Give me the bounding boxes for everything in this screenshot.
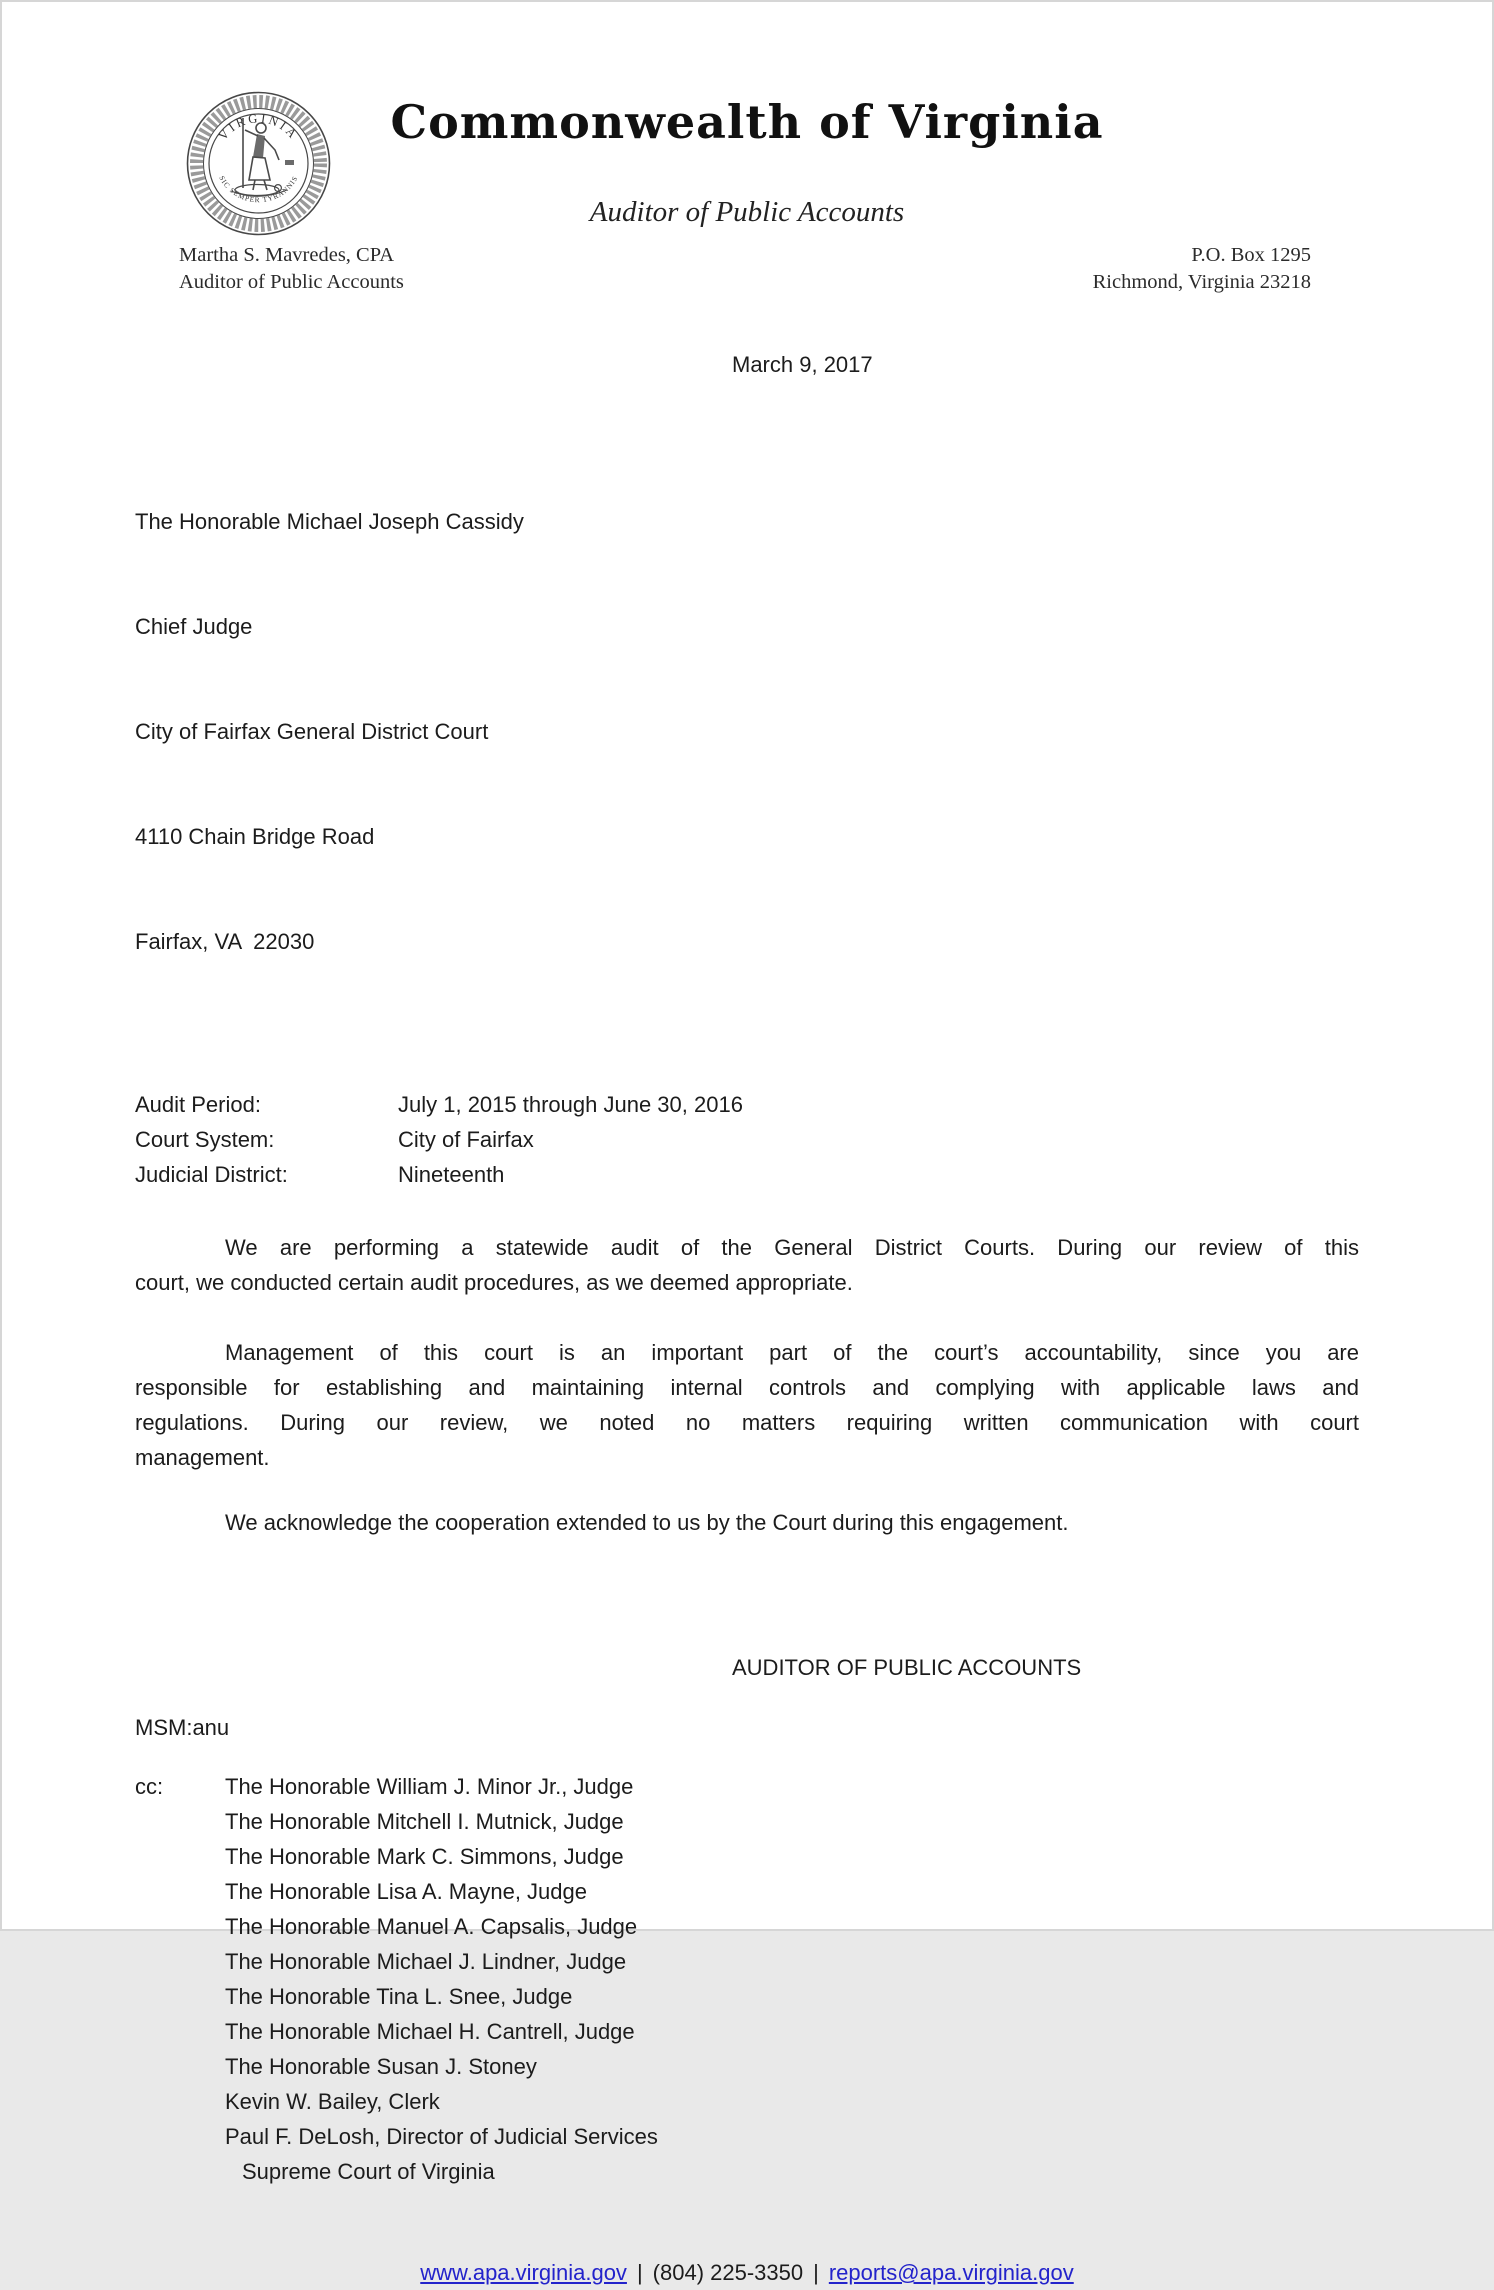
- cc-item: The Honorable Tina L. Snee, Judge: [225, 1984, 573, 2009]
- cc-item: The Honorable Michael H. Cantrell, Judge: [225, 2019, 635, 2044]
- cc-item: The Honorable Michael J. Lindner, Judge: [225, 1949, 627, 1974]
- recipient-line: Fairfax, VA 22030: [135, 929, 315, 954]
- official-name: Martha S. Mavredes, CPA: [179, 244, 395, 266]
- cc-item: The Honorable William J. Minor Jr., Judge: [225, 1774, 634, 1799]
- info-label: Court System:: [135, 1127, 275, 1152]
- email-link[interactable]: reports@apa.virginia.gov: [828, 2260, 1074, 2285]
- official-block: [179, 242, 404, 296]
- recipient-address: [135, 434, 1359, 1029]
- cc-item: The Honorable Manuel A. Capsalis, Judge: [225, 1914, 638, 1939]
- letter-body: [135, 347, 1359, 2290]
- cc-label: cc:: [135, 1774, 164, 1799]
- signature-organization: AUDITOR OF PUBLIC ACCOUNTS: [732, 1655, 1082, 1680]
- recipient-line: City of Fairfax General District Court: [135, 719, 489, 744]
- po-box-line: P.O. Box 1295: [1191, 244, 1311, 266]
- svg-text:SIC SEMPER TYRANNIS: [217, 174, 299, 204]
- return-address: [1093, 242, 1311, 296]
- recipient-line: The Honorable Michael Joseph Cassidy: [135, 509, 524, 534]
- city-line: Richmond, Virginia 23218: [1092, 271, 1311, 293]
- audit-info-row: [135, 1122, 1359, 1157]
- recipient-line: Chief Judge: [135, 614, 253, 639]
- cc-block: [135, 1769, 1359, 2189]
- audit-info-row: [135, 1157, 1359, 1192]
- info-value: City of Fairfax: [398, 1127, 534, 1152]
- audit-info-row: [135, 1087, 1359, 1122]
- info-value: Nineteenth: [398, 1162, 505, 1187]
- cc-item: Paul F. DeLosh, Director of Judicial Services: [225, 2124, 658, 2149]
- info-label: Audit Period:: [135, 1092, 261, 1117]
- page-title: Commonwealth of Virginia: [390, 95, 1104, 149]
- body-line: responsible for establishing and maintaining internal controls and complying with applicable laws and: [135, 1375, 1359, 1400]
- reference-initials: MSM:anu: [135, 1715, 230, 1740]
- body-line: Management of this court is an important part of the court’s accountability, since you are: [225, 1340, 1359, 1365]
- info-label: Judicial District:: [135, 1162, 288, 1187]
- paragraph: [135, 1505, 1359, 1540]
- cc-list: [225, 1769, 658, 2189]
- cc-item: The Honorable Mitchell I. Mutnick, Judge: [225, 1809, 624, 1834]
- seal-bottom-text: SIC SEMPER TYRANNIS: [217, 174, 300, 205]
- recipient-line: 4110 Chain Bridge Road: [135, 824, 375, 849]
- info-value: July 1, 2015 through June 30, 2016: [398, 1092, 743, 1117]
- cc-item: The Honorable Susan J. Stoney: [225, 2054, 537, 2079]
- letter-date: March 9, 2017: [732, 352, 873, 377]
- footer-separator: |: [636, 2260, 643, 2285]
- body-line: management.: [135, 1445, 270, 1470]
- footer-separator: |: [813, 2260, 819, 2285]
- page-subtitle: Auditor of Public Accounts: [589, 196, 905, 228]
- paragraph: [135, 1230, 1359, 1300]
- body-line: regulations. During our review, we noted no matters requiring written communication with court: [135, 1410, 1359, 1435]
- contact-footer: [135, 2255, 1359, 2290]
- seal-top-text: VIRGINIA: [215, 111, 302, 143]
- body-line: court, we conducted certain audit procedures, as we deemed appropriate.: [135, 1270, 853, 1295]
- audit-info: [135, 1087, 1359, 1192]
- body-line: We acknowledge the cooperation extended to us by the Court during this engagement.: [225, 1510, 1069, 1535]
- website-link[interactable]: www.apa.virginia.gov: [420, 2260, 627, 2285]
- official-title: Auditor of Public Accounts: [179, 271, 404, 293]
- cc-item: Kevin W. Bailey, Clerk: [225, 2089, 440, 2114]
- paragraph: [135, 1335, 1359, 1475]
- body-line: We are performing a statewide audit of the General District Courts. During our review of this: [225, 1235, 1359, 1260]
- cc-item: The Honorable Lisa A. Mayne, Judge: [225, 1879, 588, 1904]
- cc-sub-item: Supreme Court of Virginia: [242, 2159, 495, 2184]
- cc-item: The Honorable Mark C. Simmons, Judge: [225, 1844, 624, 1869]
- phone-number: (804) 225-3350: [652, 2260, 804, 2285]
- virginia-state-seal-icon: [185, 90, 332, 237]
- letterhead: [2, 2, 1492, 302]
